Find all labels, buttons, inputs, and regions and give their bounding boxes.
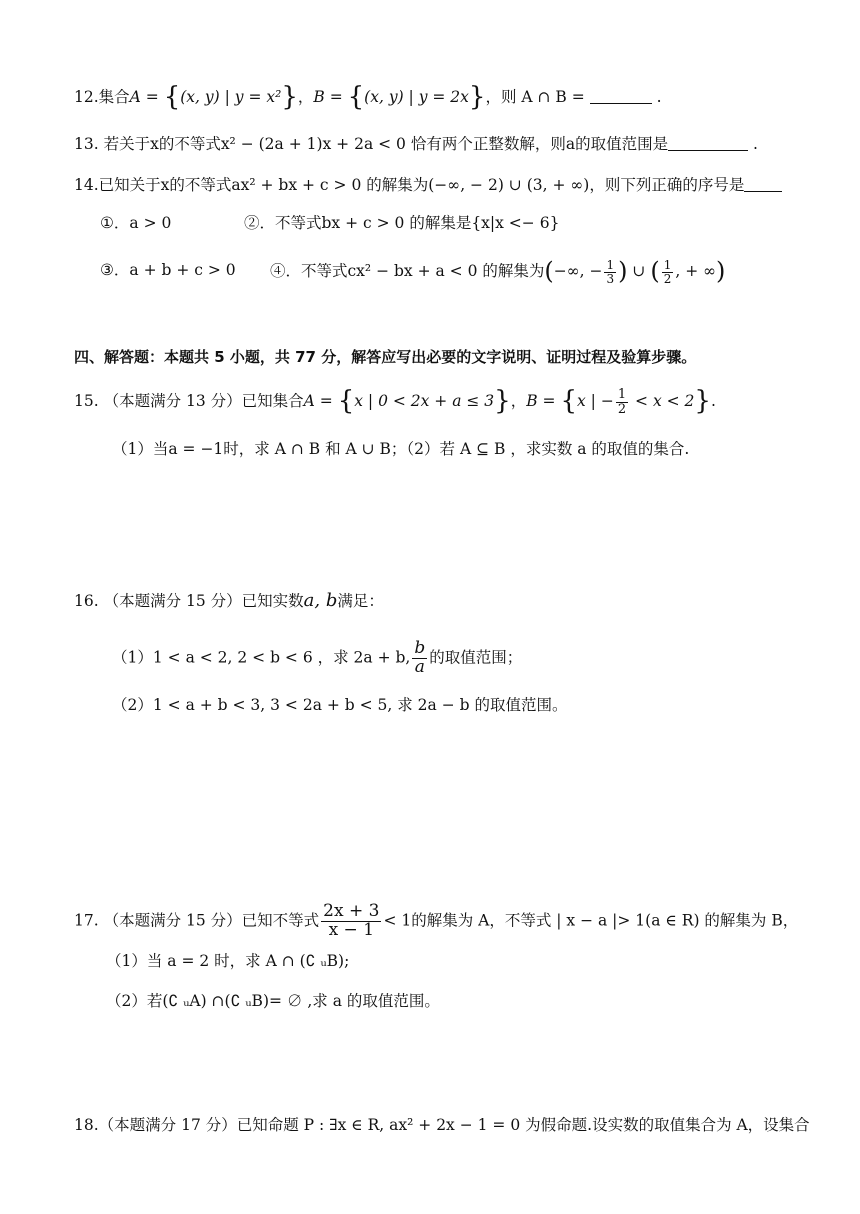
question-14: [74, 174, 782, 196]
q12-set-b: B =: [313, 88, 348, 106]
q16-vars: a, b: [303, 590, 338, 611]
question-17: [74, 903, 798, 940]
question-13: [74, 133, 758, 155]
q14-opt4-paren-close2: ): [716, 257, 726, 286]
q14-opt4-frac2-num: 1: [663, 258, 672, 272]
q16-sub1: [112, 640, 522, 677]
question-16: [74, 590, 384, 612]
q14-opt3-text: ③．a + b + c > 0: [100, 261, 236, 279]
q13-answer-blank: [668, 136, 748, 151]
q14-option-1: [100, 212, 171, 234]
q15-frac: [616, 388, 628, 416]
q14-opt4-pre: ④．不等式cx² − bx + a < 0 的解集为: [270, 262, 545, 281]
q17-sub1: [106, 950, 349, 972]
q15-frac-num: 1: [617, 387, 627, 402]
section-4-heading-text: 四、解答题：本题共 5 小题，共 77 分，解答应写出必要的文字说明、证明过程及验算步骤。: [74, 348, 697, 366]
q14-opt4-c: , + ∞: [675, 262, 717, 281]
q15-brace-open-b: {: [560, 386, 578, 417]
q18-text: 18.（本题满分 17 分）已知命题 P : ∃x ∈ R, ax² + 2x − 1 = 0 为假命题.设实数的取值集合为 A，设集合: [74, 1116, 810, 1134]
q17-frac-num: 2x + 3: [323, 901, 380, 921]
q16-sub1-frac-num: b: [414, 638, 426, 658]
q16-sub2: [112, 694, 567, 716]
q16-prefix: 16. （本题满分 15 分）已知实数: [74, 592, 304, 610]
q12-brace-open: {: [163, 82, 181, 112]
q15-sep: ，: [510, 392, 527, 411]
q16-sub1-frac: [412, 640, 427, 677]
q14-option-2: [244, 212, 559, 234]
q14-option-4: [270, 259, 725, 285]
q12-set-a-body: (x, y) | y = x²: [180, 88, 282, 106]
q14-opt4-frac2-den: 2: [663, 271, 672, 286]
q14-opt4-frac1-den: 3: [606, 271, 615, 286]
q17-frac-den: x − 1: [328, 919, 375, 940]
q17-frac: [321, 903, 381, 940]
q14-text: 14.已知关于x的不等式ax² + bx + c > 0 的解集为(−∞, − 2) ∪ (3, + ∞)，则下列正确的序号是: [74, 176, 745, 194]
q12-sep2: ，则 A ∩ B =: [485, 88, 590, 106]
q14-answer-blank: [744, 177, 782, 192]
q16-sub1-frac-den: a: [414, 656, 425, 677]
q15-end: .: [710, 392, 716, 411]
question-15: [74, 388, 716, 416]
q15-prefix: 15. （本题满分 13 分）已知集合: [74, 392, 304, 411]
q17-sub2-text: （2）若(∁ ᵤA) ∩(∁ ᵤB)= ∅ ,求 a 的取值范围。: [106, 992, 440, 1010]
q14-opt4-frac1: [604, 259, 616, 285]
q15-subquestions: [112, 438, 689, 460]
question-12: [74, 82, 662, 112]
q16-sub2-text: （2）1 < a + b < 3, 3 < 2a + b < 5, 求 2a − b 的取值范围。: [112, 696, 568, 714]
q12-brace-open-b: {: [347, 82, 365, 112]
q14-opt4-union: ∪: [627, 262, 651, 281]
q12-answer-blank: [590, 89, 652, 104]
q12-sep1: ，: [297, 88, 314, 106]
q13-text: 13. 若关于x的不等式x² − (2a + 1)x + 2a < 0 恰有两个正整数解，则a的取值范围是: [74, 135, 669, 153]
q14-opt4-paren-close: ): [618, 257, 628, 286]
q16-sub1-post: 的取值范围；: [429, 648, 523, 667]
q16-sub1-pre: （1）1 < a < 2, 2 < b < 6 ，求 2a + b,: [112, 648, 411, 667]
q14-option-3: [100, 259, 236, 281]
q17-sub2: [106, 990, 440, 1012]
q12-brace-close: }: [281, 82, 298, 112]
q13-end: .: [748, 135, 758, 153]
q12-brace-close-b: }: [468, 82, 486, 112]
q15-set-b-pre: x | −: [577, 392, 614, 411]
q14-opt4-frac1-num: 1: [606, 258, 615, 272]
q15-brace-open: {: [337, 386, 355, 417]
q12-end: .: [651, 88, 662, 106]
q15-set-a-body: x | 0 < 2x + a ≤ 3: [354, 392, 495, 411]
q14-opt4-a: −∞, −: [553, 262, 603, 281]
q17-prefix: 17. （本题满分 15 分）已知不等式: [74, 911, 320, 930]
q15-set-b: B =: [526, 392, 561, 411]
q15-set-a: A =: [303, 392, 338, 411]
q15-brace-close-b: }: [694, 386, 711, 417]
q14-opt4-paren-open2: (: [650, 257, 660, 286]
q17-sub1-text: （1）当 a = 2 时，求 A ∩ (∁ ᵤB);: [106, 952, 350, 970]
q15-sub-text: （1）当a = −1时，求 A ∩ B 和 A ∪ B；（2）若 A ⊆ B ，求实数 a 的取值的集合.: [112, 440, 690, 458]
q14-opt2-text: ②．不等式bx + c > 0 的解集是{x|x <− 6}: [244, 214, 560, 232]
q14-opt4-frac2: [662, 259, 674, 285]
q12-prefix: 12.集合: [74, 88, 130, 106]
q14-opt1-text: ①．a > 0: [100, 214, 172, 232]
q12-set-a: A =: [129, 88, 164, 106]
section-4-heading: [74, 346, 696, 368]
q15-brace-close: }: [494, 386, 511, 417]
q15-frac-den: 2: [617, 401, 627, 417]
q17-mid: < 1的解集为 A，不等式 | x − a |> 1(a ∈ R) 的解集为 B，: [383, 911, 799, 930]
q14-opt4-paren-open: (: [544, 257, 554, 286]
question-18: [74, 1114, 810, 1136]
q16-suffix: 满足：: [337, 592, 384, 610]
q15-set-b-post: < x < 2: [630, 392, 695, 411]
q12-set-b-body: (x, y) | y = 2x: [364, 88, 469, 106]
